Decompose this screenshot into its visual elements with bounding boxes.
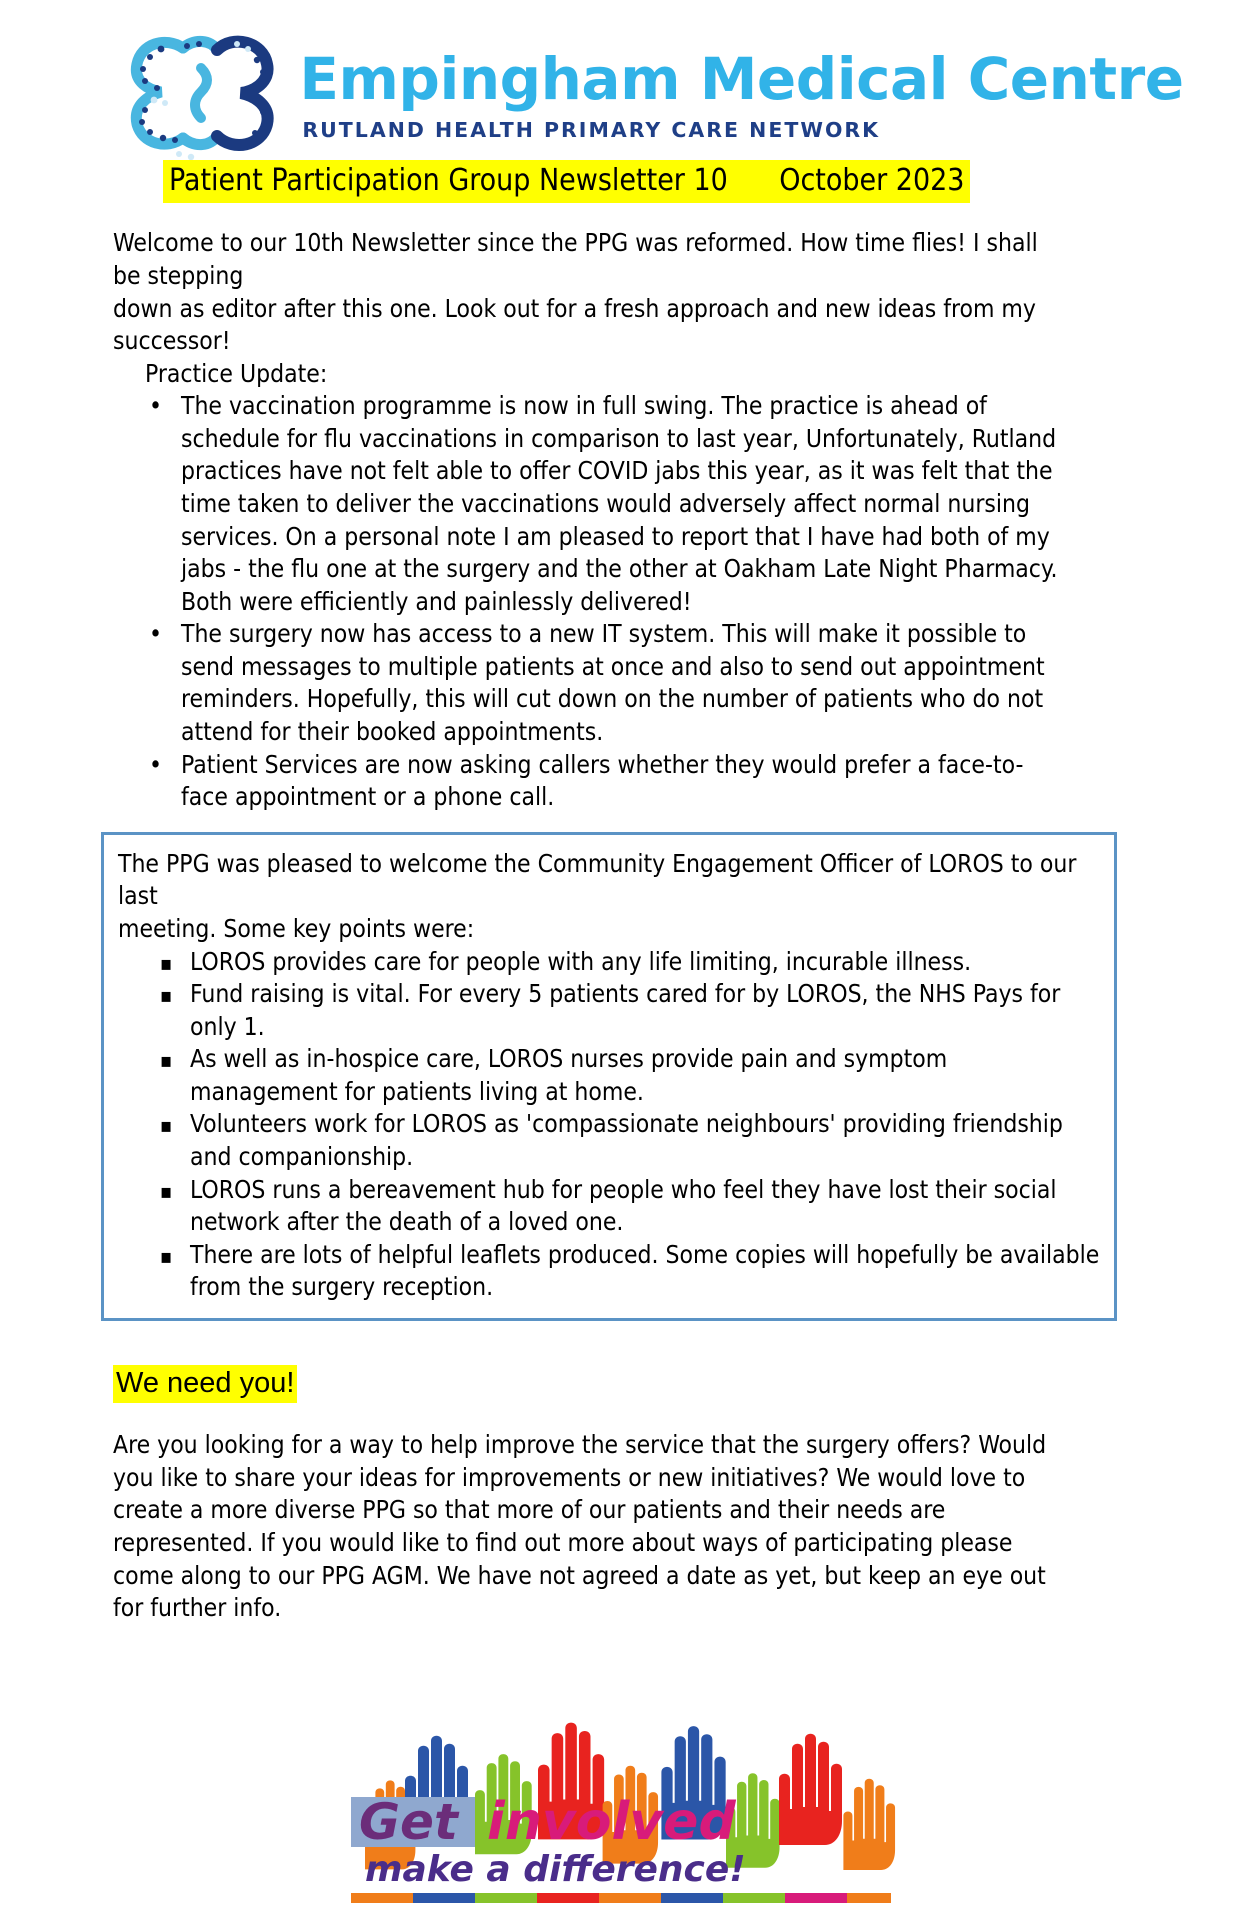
loros-intro-line-2: meeting. Some key points were:: [118, 913, 475, 943]
list-item-text: Patient Services are now asking callers whether they would prefer a face-to-face appointment or a phone call.: [181, 749, 1024, 812]
we-need-you-heading-row: [0, 1365, 1241, 1403]
we-need-you-heading: We need you!: [113, 1365, 297, 1403]
bullet-square-icon: [160, 1108, 172, 1141]
list-item-text: There are lots of helpful leaflets produced. Some copies will hopefully be available from the surgery reception.: [190, 1239, 1100, 1302]
list-item-text: The vaccination programme is now in full swing. The practice is ahead of schedule for flu vaccinations in comparison to last year, Unfortunately, Rutland practices have not felt able to offer COVID jabs this year, as it was felt that the time taken to deliver the vaccinations would adversely affect normal nursing services. On a personal note I am pleased to report that I have had both of my jabs - the flu one at the surgery and the other at Oakham Late Night Pharmacy. Both were efficiently and painlessly delivered!: [181, 391, 1058, 616]
logo-header: [0, 0, 1241, 150]
intro-line-1: Welcome to our 10th Newsletter since the PPG was reformed. How time flies! I shall be stepping: [113, 228, 1038, 290]
loros-intro-line-1: The PPG was pleased to welcome the Community Engagement Officer of LOROS to our last: [118, 848, 1077, 911]
logo-title: Empingham Medical Centre: [299, 45, 1184, 114]
list-item: [118, 1174, 1100, 1239]
bullet-square-icon: [160, 946, 172, 979]
list-item-text: Fund raising is vital. For every 5 patients cared for by LOROS, the NHS Pays for only 1.: [190, 979, 1061, 1041]
bullet-square-icon: [160, 1174, 172, 1207]
we-need-you-body: [0, 1429, 1241, 1624]
bullet-square-icon: [160, 1239, 172, 1272]
newsletter-title: Patient Participation Group Newsletter 10 October 2023: [163, 160, 970, 203]
bullet-dot-icon: [149, 618, 162, 651]
list-item: [113, 390, 1063, 618]
list-item: [118, 1043, 1100, 1108]
list-item: [118, 1108, 1100, 1173]
list-item: [118, 978, 1100, 1043]
list-item-text: LOROS runs a bereavement hub for people who feel they have lost their social network after the death of a loved one.: [190, 1174, 1057, 1237]
logo-wordmark: [299, 45, 1184, 142]
we-need-you-paragraph: Are you looking for a way to help improve the service that the surgery offers? Would you like to share your ideas for improvements or new initiatives? We would love to create a more diverse PPG so that more of our patients and their needs are represented. If you would like to find out more about ways of participating please come along to our PPG AGM. We have not agreed a date as yet, but keep an eye out for further info.: [113, 1430, 1047, 1623]
bullet-square-icon: [160, 978, 172, 1011]
list-item-text: LOROS provides care for people with any life limiting, incurable illness.: [190, 946, 972, 976]
list-item-text: As well as in-hospice care, LOROS nurses provide pain and symptom management for patients living at home.: [190, 1044, 948, 1106]
list-item: [118, 946, 1100, 979]
list-item: [118, 1239, 1100, 1304]
bullet-dot-icon: [149, 390, 162, 423]
practice-update-list: [113, 390, 1063, 814]
bullet-square-icon: [160, 1043, 172, 1076]
bullet-dot-icon: [149, 749, 162, 782]
clover-cross-logo-icon: [117, 24, 289, 164]
newsletter-title-row: [0, 160, 1241, 203]
involved-word: involved: [486, 1791, 736, 1852]
list-item-text: The surgery now has access to a new IT system. This will make it possible to send messages to multiple patients at once and also to send out appointment reminders. Hopefully, this will cut down on the number of patients who do not attend for their booked appointments.: [181, 619, 1045, 747]
intro-line-2: down as editor after this one. Look out for a fresh approach and new ideas from my successor!: [113, 293, 1036, 356]
intro-section: [0, 227, 1241, 813]
loros-list: [118, 946, 1100, 1304]
get-word: Get: [358, 1792, 458, 1851]
tagline-text: make a difference!: [364, 1848, 746, 1890]
get-involved-hands-graphic: [0, 1647, 1241, 1907]
color-bar: [351, 1893, 891, 1903]
list-item-text: Volunteers work for LOROS as 'compassionate neighbours' providing friendship and companionship.: [190, 1109, 1063, 1171]
list-item: [113, 749, 1063, 814]
practice-update-heading: Practice Update:: [145, 358, 328, 388]
list-item: [113, 618, 1063, 748]
loros-callout-box: [101, 832, 1117, 1321]
logo-subtitle: RUTLAND HEALTH PRIMARY CARE NETWORK: [302, 117, 881, 142]
